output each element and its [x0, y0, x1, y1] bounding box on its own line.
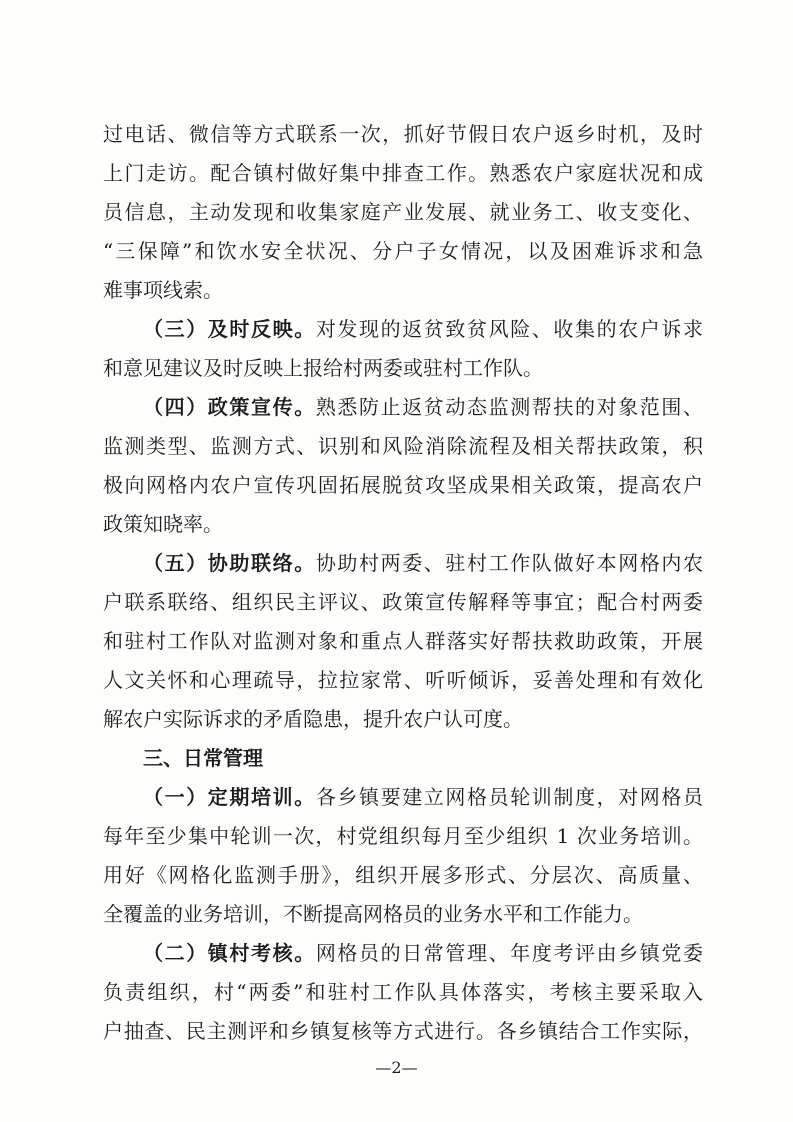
body-text: 各乡镇要建立网格员轮训制度，对网格员	[315, 785, 703, 809]
body-line: 极向网格内农户宣传巩固拓展脱贫攻坚成果相关政策，提高农户	[103, 473, 703, 497]
body-line: 和意见建议及时反映上报给村两委或驻村工作队。	[103, 356, 543, 380]
paragraph-first-line	[143, 313, 703, 345]
paragraph-first-line	[143, 781, 703, 813]
body-line: 每年至少集中轮训一次，村党组织每月至少组织 1 次业务培训。	[103, 824, 703, 848]
paragraph-lead: （二）镇村考核。	[143, 941, 316, 965]
body-line: 户联系联络、组织民主评议、政策宣传解释等事宜；配合村两委	[103, 590, 703, 614]
body-text: 对发现的返贫致贫风险、收集的农户诉求	[315, 317, 703, 341]
body-line: 解农户实际诉求的矛盾隐患，提升农户认可度。	[103, 707, 523, 731]
body-line: 政策知晓率。	[103, 512, 223, 536]
paragraph-lead: （五）协助联络。	[143, 551, 316, 575]
body-text: 协助村两委、驻村工作队做好本网格内农	[315, 551, 703, 575]
body-line: 人文关怀和心理疏导，拉拉家常、听听倾诉，妥善处理和有效化	[103, 668, 703, 692]
body-line: 过电话、微信等方式联系一次，抓好节假日农户返乡时机，及时	[103, 122, 703, 146]
paragraph-first-line	[143, 937, 703, 969]
section-heading: 三、日常管理	[143, 746, 263, 770]
body-line: 用好《网格化监测手册》，组织开展多形式、分层次、高质量、	[103, 863, 703, 887]
body-line: 户抽查、民主测评和乡镇复核等方式进行。各乡镇结合工作实际，	[103, 1019, 703, 1043]
body-line: 监测类型、监测方式、识别和风险消除流程及相关帮扶政策，积	[103, 434, 703, 458]
body-text: 网格员的日常管理、年度考评由乡镇党委	[315, 941, 703, 965]
paragraph-lead: （三）及时反映。	[143, 317, 316, 341]
body-line: 负责组织，村“两委”和驻村工作队具体落实，考核主要采取入	[103, 980, 703, 1004]
body-line: “三保障”和饮水安全状况、分户子女情况，以及困难诉求和急	[103, 239, 703, 263]
paragraph-lead: （四）政策宣传。	[143, 395, 316, 419]
body-text: 熟悉防止返贫动态监测帮扶的对象范围、	[315, 395, 703, 419]
body-line: 和驻村工作队对监测对象和重点人群落实好帮扶救助政策，开展	[103, 629, 703, 653]
body-line: 上门走访。配合镇村做好集中排查工作。熟悉农户家庭状况和成	[103, 161, 703, 185]
paragraph-first-line	[143, 391, 703, 423]
paragraph-first-line	[143, 547, 703, 579]
body-line: 难事项线索。	[103, 278, 223, 302]
page-number: —2—	[375, 1058, 418, 1077]
paragraph-lead: （一）定期培训。	[143, 785, 316, 809]
body-line: 全覆盖的业务培训，不断提高网格员的业务水平和工作能力。	[103, 902, 643, 926]
body-line: 员信息，主动发现和收集家庭产业发展、就业务工、收支变化、	[103, 200, 703, 224]
